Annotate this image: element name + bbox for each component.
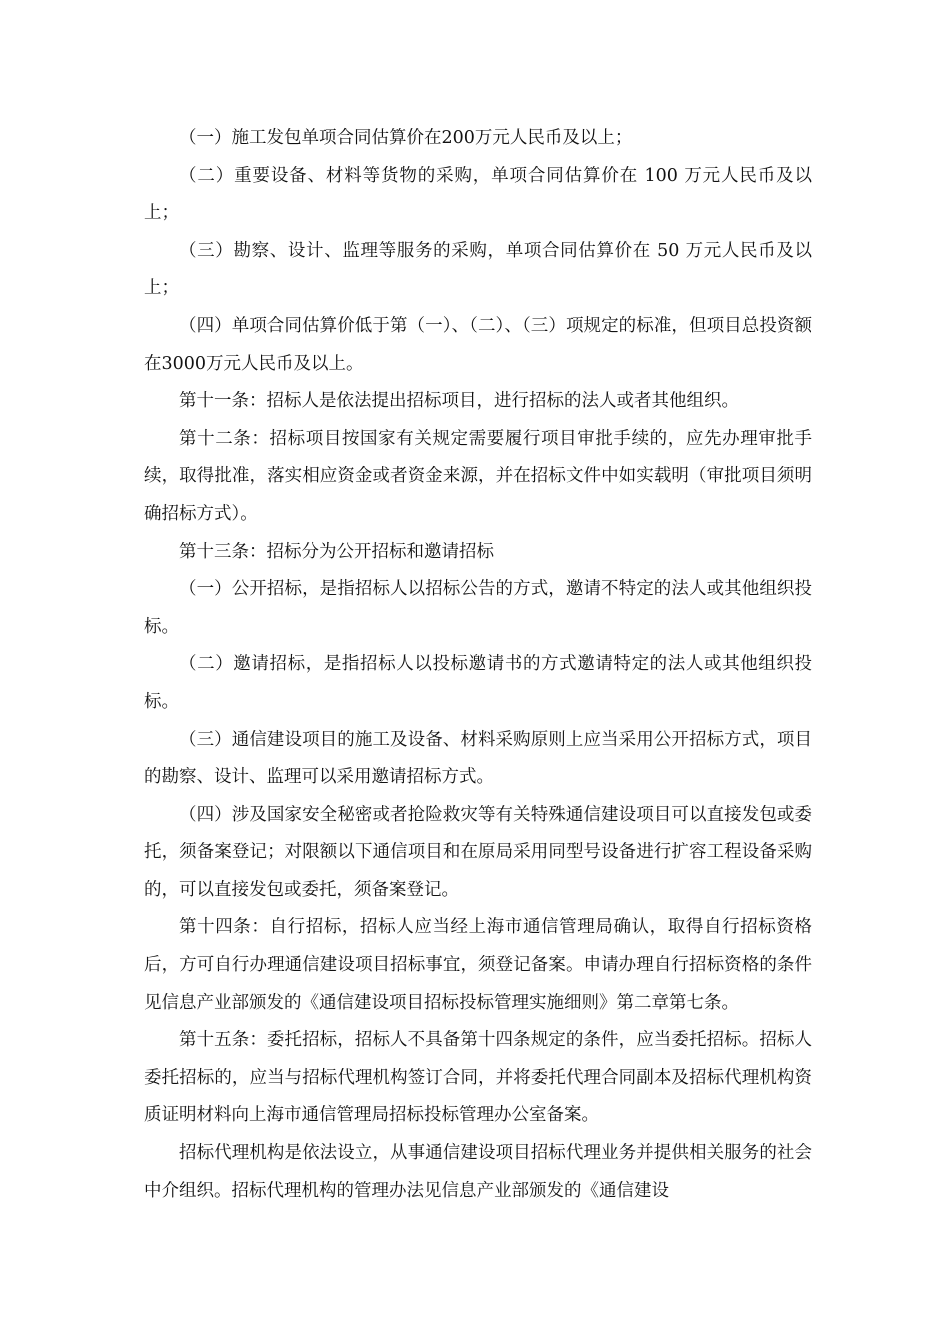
- article-12: 第十二条：招标项目按国家有关规定需要履行项目审批手续的，应先办理审批手续，取得批准，落实相应资金或者资金来源，并在招标文件中如实载明（审批项目须明确招标方式）。: [144, 428, 812, 524]
- article-15: 第十五条：委托招标，招标人不具备第十四条规定的条件，应当委托招标。招标人委托招标的，应当与招标代理机构签订合同，并将委托代理合同副本及招标代理机构资质证明材料向上海市通信管理局招标投标管理办公室备案。: [144, 1030, 812, 1126]
- article-14: 第十四条：自行招标，招标人应当经上海市通信管理局确认，取得自行招标资格后，方可自行办理通信建设项目招标事宜，须登记备案。申请办理自行招标资格的条件见信息产业部颁发的《通信建设项目招标投标管理实施细则》第二章第七条。: [144, 917, 812, 1013]
- paragraph-item-4: （四）单项合同估算价低于第（一）、（二）、（三）项规定的标准，但项目总投资额在3000万元人民币及以上。: [144, 315, 812, 374]
- article-13: 第十三条：招标分为公开招标和邀请招标: [179, 541, 494, 562]
- article-13-item-4: （四）涉及国家安全秘密或者抢险救灾等有关特殊通信建设项目可以直接发包或委托，须备案登记；对限额以下通信项目和在原局采用同型号设备进行扩容工程设备采购的，可以直接发包或委托，须备案登记。: [144, 804, 812, 900]
- article-13-item-1: （一）公开招标，是指招标人以招标公告的方式，邀请不特定的法人或其他组织投标。: [144, 579, 812, 637]
- article-13-item-3: （三）通信建设项目的施工及设备、材料采购原则上应当采用公开招标方式，项目的勘察、设计、监理可以采用邀请招标方式。: [144, 729, 812, 788]
- document-body: [144, 120, 812, 1210]
- agency-paragraph: 招标代理机构是依法设立，从事通信建设项目招标代理业务并提供相关服务的社会中介组织。招标代理机构的管理办法见信息产业部颁发的《通信建设: [144, 1143, 812, 1201]
- article-13-item-2: （二）邀请招标，是指招标人以投标邀请书的方式邀请特定的法人或其他组织投标。: [144, 654, 812, 712]
- paragraph-item-3: （三）勘察、设计、监理等服务的采购，单项合同估算价在 50 万元人民币及以上；: [144, 240, 812, 299]
- paragraph-item-2: （二）重要设备、材料等货物的采购，单项合同估算价在 100 万元人民币及以上；: [144, 165, 812, 224]
- paragraph-item-1: （一）施工发包单项合同估算价在200万元人民币及以上；: [179, 128, 633, 148]
- article-11: 第十一条：招标人是依法提出招标项目，进行招标的法人或者其他组织。: [179, 391, 739, 412]
